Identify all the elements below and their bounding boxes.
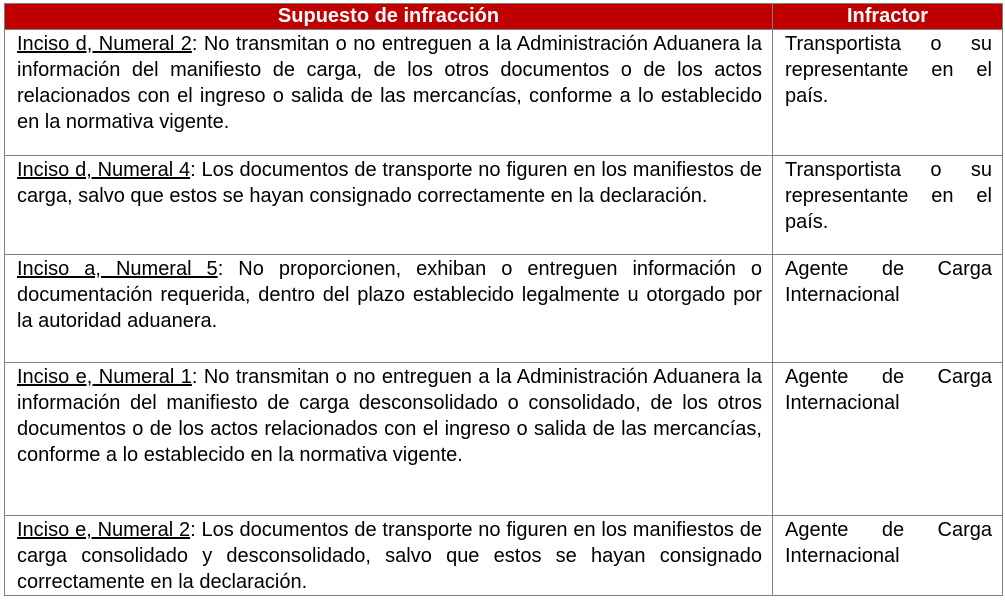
table-row [5,255,1003,363]
table-header-row [5,4,1003,30]
supuesto-cell [5,30,773,156]
article-reference: Inciso a, Numeral 5 [17,258,218,280]
header-supuesto: Supuesto de infracción [5,4,773,30]
supuesto-cell [5,516,773,596]
supuesto-text: : Los documentos de transporte no figuren en los manifiestos de carga consolidado y desconsolidado, salvo que estos se hayan consignado correctamente en la declaración. [17,519,763,593]
table-row [5,516,1003,596]
table-row [5,363,1003,516]
supuesto-cell [5,255,773,363]
supuesto-cell [5,363,773,516]
infractor-cell: Agente de Carga Internacional [773,255,1003,363]
supuesto-text: : No transmitan o no entreguen a la Administración Aduanera la información del manifiesto de carga, de los otros documentos o de los actos relacionados con el ingreso o salida de las mercancías, conforme a lo establecido en la normativa vigente. [17,33,762,133]
table-row [5,156,1003,255]
infractor-cell: Agente de Carga Internacional [773,516,1003,596]
infractions-table [4,3,1003,596]
infractor-cell: Transportista o su representante en el país. [773,30,1003,156]
header-infractor: Infractor [773,4,1003,30]
article-reference: Inciso d, Numeral 2 [17,33,192,55]
article-reference: Inciso e, Numeral 1 [17,366,192,388]
article-reference: Inciso e, Numeral 2 [17,519,191,541]
supuesto-text: : Los documentos de transporte no figuren en los manifiestos de carga, salvo que estos se hayan consignado correctamente en la declaración. [17,159,763,207]
supuesto-cell [5,156,773,255]
infractor-cell: Transportista o su representante en el país. [773,156,1003,255]
table-row [5,30,1003,156]
article-reference: Inciso d, Numeral 4 [17,159,191,181]
supuesto-text: : No proporcionen, exhiban o entreguen información o documentación requerida, dentro del plazo establecido legalmente u otorgado por la autoridad aduanera. [17,258,762,332]
infractor-cell: Agente de Carga Internacional [773,363,1003,516]
supuesto-text: : No transmitan o no entreguen a la Administración Aduanera la información del manifiesto de carga desconsolidado o consolidado, de los otros documentos o de los actos relacionados con el ingreso o salida de las mercancías, conforme a lo establecido en la normativa vigente. [17,366,762,466]
